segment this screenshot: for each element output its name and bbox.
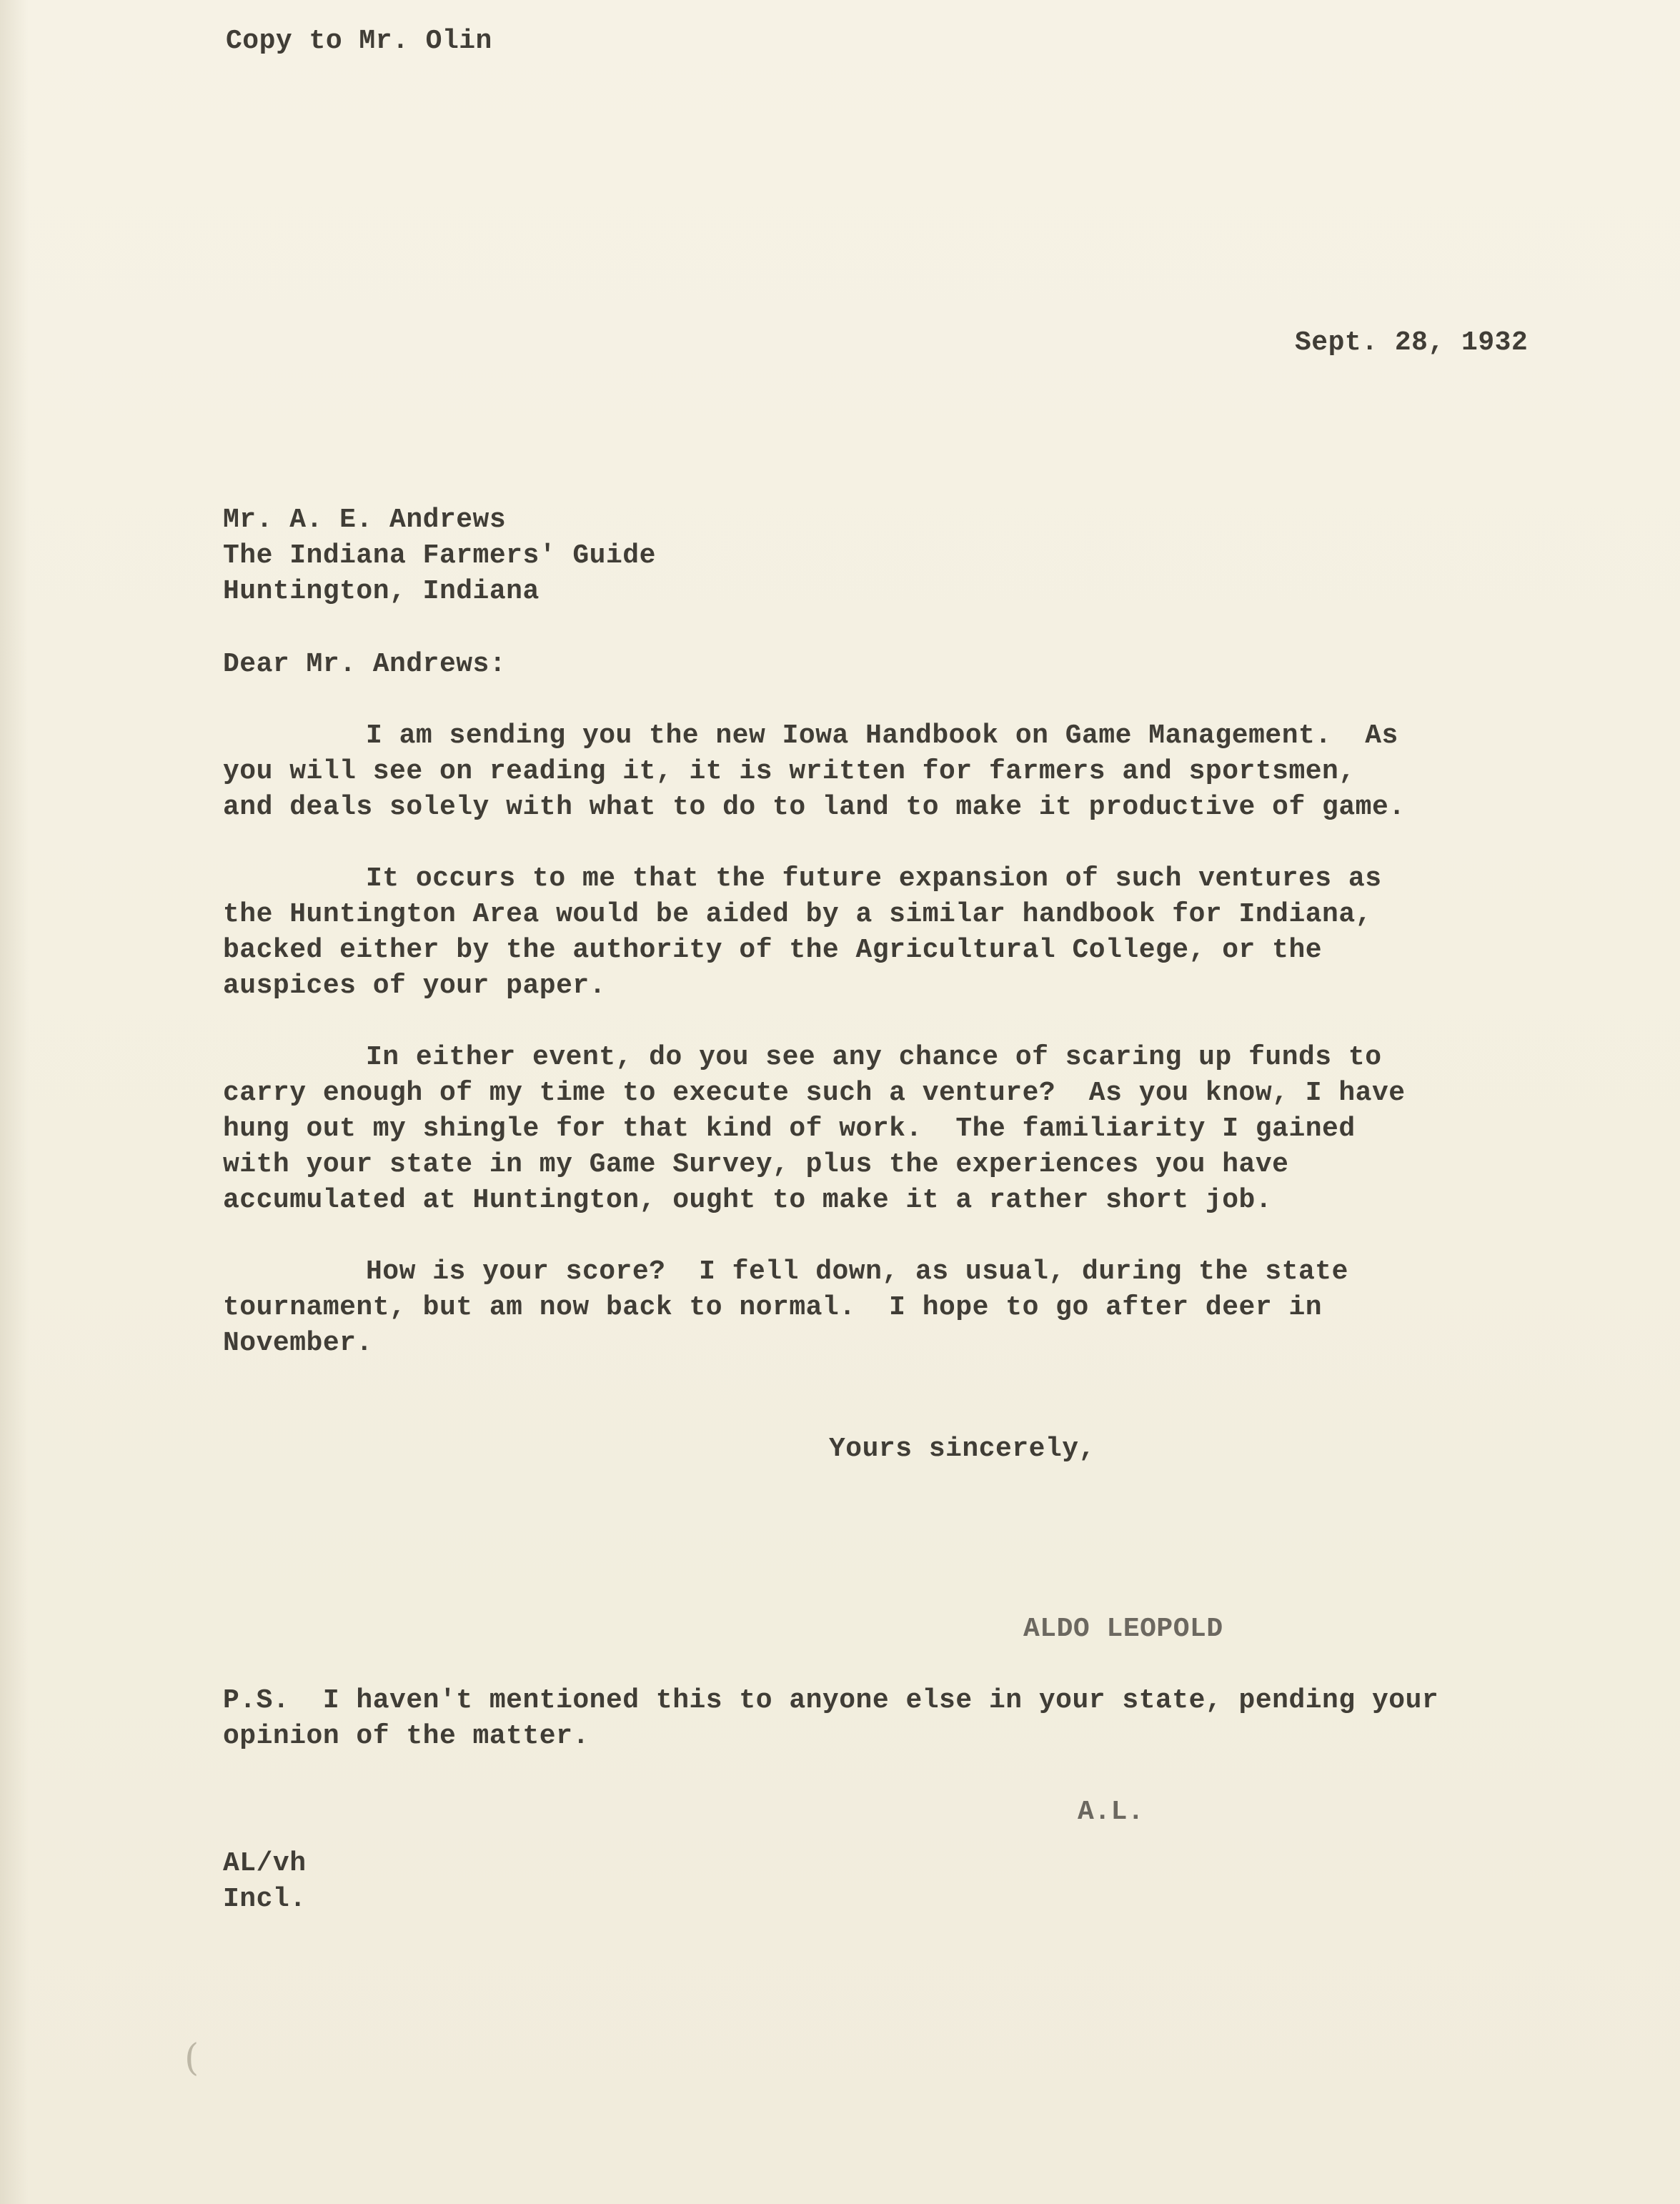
signature-typed-name: ALDO LEOPOLD [1023,1614,1223,1644]
paragraph-3-line-5: accumulated at Huntington, ought to make it a rather short job. [223,1185,1273,1216]
paragraph-1-line-3: and deals solely with what to do to land to make it productive of game. [223,792,1406,823]
postscript-line-1: P.S. I haven't mentioned this to anyone else in your state, pending your [223,1685,1439,1716]
margin-pencil-mark: ( [184,2037,199,2080]
recipient-location: Huntington, Indiana [223,576,540,607]
paragraph-2-line-4: auspices of your paper. [223,971,606,1001]
paragraph-4-line-2: tournament, but am now back to normal. I hope to go after deer in [223,1292,1323,1323]
paragraph-3-line-4: with your state in my Game Survey, plus the experiences you have [223,1149,1289,1180]
letter-date: Sept. 28, 1932 [1295,327,1529,358]
copy-note: Copy to Mr. Olin [226,26,492,56]
paper-edge-shadow [0,0,29,2204]
recipient-name: Mr. A. E. Andrews [223,505,507,535]
reference-initials: AL/vh [223,1848,307,1879]
paragraph-2-line-1: It occurs to me that the future expansion of such ventures as [366,863,1382,894]
paragraph-1-line-2: you will see on reading it, it is written for farmers and sportsmen, [223,756,1356,787]
paragraph-3-line-3: hung out my shingle for that kind of work. The familiarity I gained [223,1113,1356,1144]
paragraph-4-line-3: November. [223,1328,373,1359]
closing: Yours sincerely, [829,1434,1095,1464]
postscript-initials: A.L. [1078,1797,1145,1827]
salutation: Dear Mr. Andrews: [223,649,507,680]
postscript-line-2: opinion of the matter. [223,1721,590,1752]
enclosure-note: Incl. [223,1884,307,1915]
paragraph-4-line-1: How is your score? I fell down, as usual, during the state [366,1256,1348,1287]
paragraph-3-line-2: carry enough of my time to execute such a venture? As you know, I have [223,1078,1406,1108]
paragraph-1-line-1: I am sending you the new Iowa Handbook on Game Management. As [366,720,1398,751]
recipient-organization: The Indiana Farmers' Guide [223,540,656,571]
paragraph-3-line-1: In either event, do you see any chance of scaring up funds to [366,1042,1382,1073]
paragraph-2-line-2: the Huntington Area would be aided by a similar handbook for Indiana, [223,899,1372,930]
paragraph-2-line-3: backed either by the authority of the Agricultural College, or the [223,935,1323,966]
